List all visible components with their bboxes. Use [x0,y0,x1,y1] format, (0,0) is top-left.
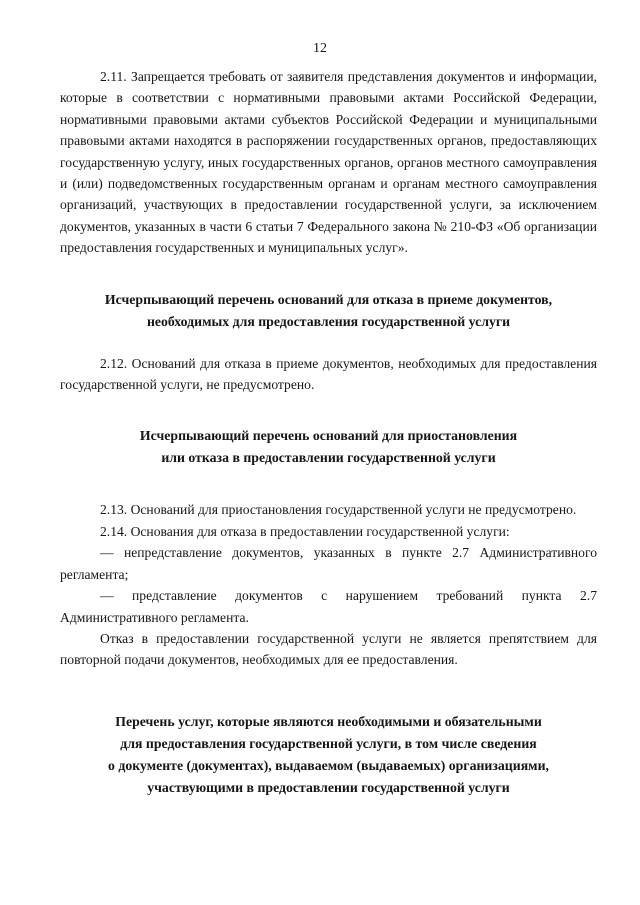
heading-line: для предоставления государственной услуги, в том числе сведения [120,735,537,751]
page-number: 12 [313,41,327,56]
paragraph-2-14: 2.14. Основания для отказа в предоставлении государственной услуги: [100,523,510,539]
paragraph-2-13: 2.13. Оснований для приостановления государственной услуги не предусмотрено. [100,502,577,518]
heading-line: Исчерпывающий перечень оснований для отказа в приеме документов, [104,291,553,307]
heading-line: необходимых для предоставления государственной услуги [146,313,511,329]
list-item: — непредставление документов, указанных в пункте 2.7 Административного регламента; [60,545,597,582]
list-item: — представление документов с нарушением требований пункта 2.7 Административного регламента. [60,588,597,625]
heading-line: участвующими в предоставлении государственной услуги [147,779,510,795]
heading-line: Перечень услуг, которые являются необходимыми и обязательными [115,713,542,729]
heading-line: о документе (документах), выдаваемом (выдаваемых) организациями, [108,757,549,773]
section-heading-suspension-refusal [60,425,597,469]
section-heading-required-services [60,711,597,799]
paragraph-2-12: 2.12. Оснований для отказа в приеме документов, необходимых для предоставления государственной услуги, не предусмотрено. [60,355,597,393]
heading-line: Исчерпывающий перечень оснований для приостановления [139,428,518,444]
document-body [60,66,597,799]
heading-line: или отказа в предоставлении государственной услуги [161,450,496,466]
section-heading-refusal-acceptance [60,289,597,333]
paragraph-2-11: 2.11. Запрещается требовать от заявителя представления документов и информации, которые в соответствии с нормативными правовыми актами Российской Федерации, нормативными правовыми актами субъектов Российской Федерации и муниципальными правовыми актами находятся в распоряжении государственных органов, предоставляющих государственную услугу, иных государственных органов, органов местного самоуправления и (или) подведомственных государственным органам и органам местного самоуправления организаций, участвующих в предоставлении государственной услуги, за исключением документов, указанных в части 6 статьи 7 Федерального закона № 210-ФЗ «Об организации предоставления государственных и муниципальных услуг». [60,69,597,256]
paragraph-refusal-note: Отказ в предоставлении государственной услуги не является препятствием для повторной подачи документов, необходимых для ее предоставления. [60,630,597,668]
